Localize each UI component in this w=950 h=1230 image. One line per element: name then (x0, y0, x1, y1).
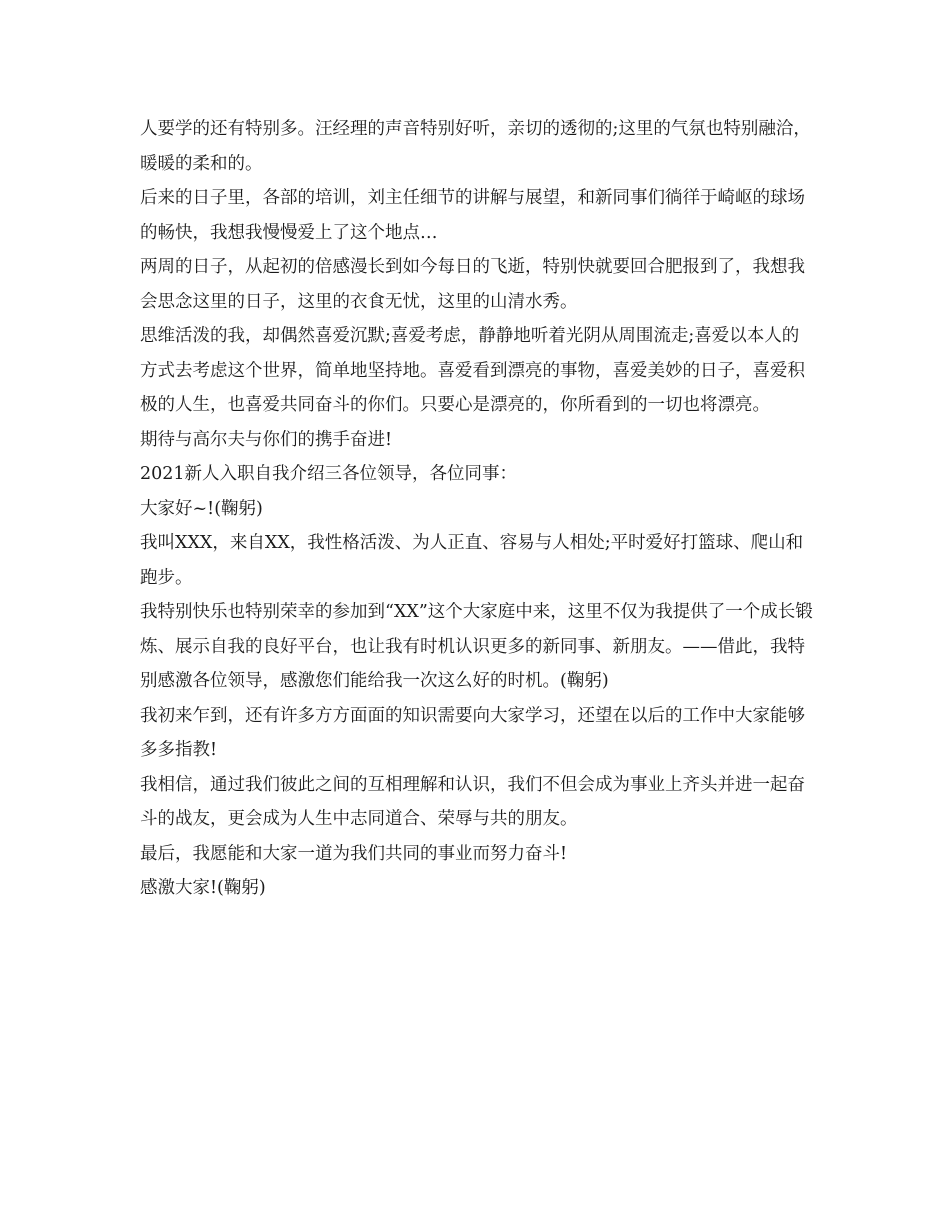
paragraph: 人要学的还有特别多。汪经理的声音特别好听，亲切的透彻的;这里的气氛也特别融洽，暖暖的柔和的。 (140, 119, 811, 174)
paragraph: 我相信，通过我们彼此之间的互相理解和认识，我们不但会成为事业上齐头并进一起奋斗的战友，更会成为人生中志同道合、荣辱与共的朋友。 (140, 774, 805, 829)
greeting: 大家好~!(鞠躬) (140, 498, 263, 519)
paragraph: 我叫XXX，来自XX，我性格活泼、为人正直、容易与人相处;平时爱好打篮球、爬山和跑步。 (140, 533, 804, 588)
paragraph: 期待与高尔夫与你们的携手奋进! (140, 429, 393, 450)
document-body (140, 112, 815, 906)
paragraph: 最后，我愿能和大家一道为我们共同的事业而努力奋斗! (140, 843, 568, 864)
closing-line: 感激大家!(鞠躬) (140, 878, 266, 898)
section-title: 2021新人入职自我介绍三各位领导，各位同事： (140, 464, 518, 484)
paragraph: 我初来乍到，还有许多方方面面的知识需要向大家学习，还望在以后的工作中大家能够多多指教! (140, 705, 805, 760)
paragraph: 我特别快乐也特别荣幸的参加到“XX”这个大家庭中来，这里不仅为我提供了一个成长锻炼、展示自我的良好平台，也让我有时机认识更多的新同事、新朋友。——借此，我特别感激各位领导，感激您们能给我一次这么好的时机。(鞠躬) (140, 602, 813, 691)
paragraph: 后来的日子里，各部的培训，刘主任细节的讲解与展望，和新同事们徜徉于崎岖的球场的畅快，我想我慢慢爱上了这个地点… (140, 188, 805, 243)
paragraph: 思维活泼的我，却偶然喜爱沉默;喜爱考虑，静静地听着光阴从周围流走;喜爱以本人的方式去考虑这个世界，简单地坚持地。喜爱看到漂亮的事物，喜爱美妙的日子，喜爱积极的人生，也喜爱共同奋斗的你们。只要心是漂亮的，你所看到的一切也将漂亮。 (140, 326, 805, 415)
paragraph: 两周的日子，从起初的倍感漫长到如今每日的飞逝，特别快就要回合肥报到了，我想我会思念这里的日子，这里的衣食无忧，这里的山清水秀。 (140, 257, 805, 312)
